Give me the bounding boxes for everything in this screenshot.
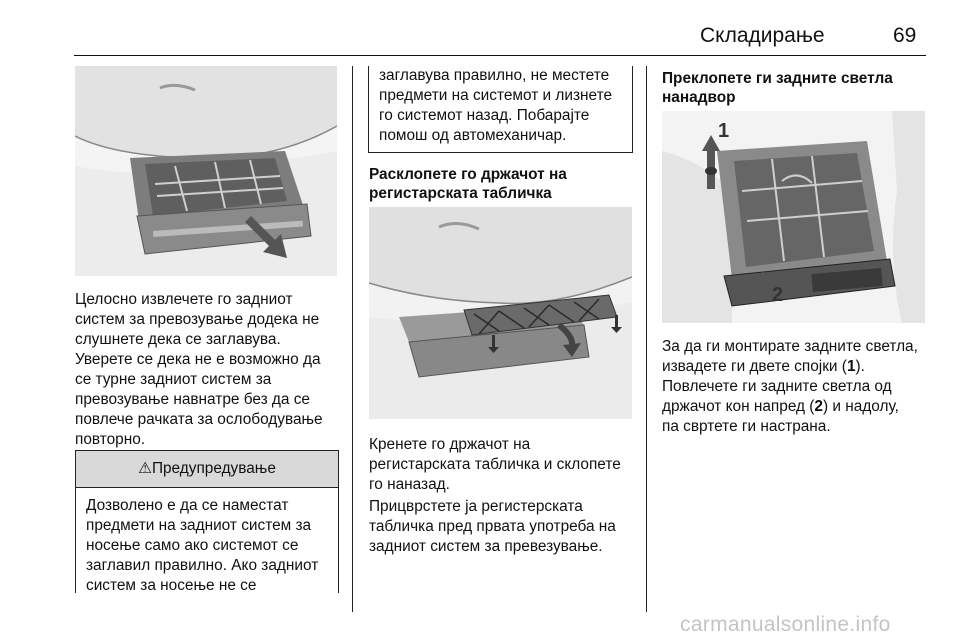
warning-triangle-icon: ⚠: [138, 460, 152, 477]
figure-plate-holder-illustration: [369, 207, 632, 419]
figure-label-1: 1: [718, 120, 730, 142]
ref-number-1: 1: [846, 358, 856, 375]
warning-header: [76, 451, 338, 488]
col3-text-a: За да ги монтирате задните светла, извадете ги двете спојки (: [662, 338, 918, 375]
section-heading-tail-lights: Преклопете ги задните светла нанадвор: [662, 70, 893, 106]
col3-paragraph: [662, 337, 918, 437]
figure-label-2: 2: [772, 284, 784, 306]
header-rule: [74, 55, 926, 56]
warning-text: Дозволено е да се наместат предмети на задниот систем за носење само ако системот се заглавил правилно. Ако задниот систем за носење не се: [86, 497, 319, 594]
col2-paragraph-2: Прицврстете ја регистерската табличка пред првата употреба на задниот систем за превезување.: [369, 498, 616, 555]
col2-paragraph-1: Кренете го држачот на регистарската табличка и склопете го наназад.: [369, 436, 621, 493]
watermark: carmanualsonline.info: [680, 613, 891, 636]
page-number: 69: [893, 24, 917, 47]
column-divider-2: [646, 66, 647, 612]
figure-plate-holder: [369, 207, 632, 419]
figure-tail-lights-illustration: [662, 111, 925, 323]
warning-box: [75, 450, 339, 593]
col1-paragraph-1: Целосно извлечете го задниот систем за превозување додека не слушнете дека се заглавува.: [75, 291, 320, 348]
col1-paragraph-2: Уверете се дека не е возможно да се турне задниот систем за превозување навнатре без да се повлече рачката за ослободување повторно.: [75, 351, 323, 448]
figure-carrier-drawer-illustration: [75, 66, 337, 276]
warning-title: Предупредување: [151, 460, 276, 477]
section-heading-plate-holder: Расклопете го држачот на регистарската табличка: [369, 166, 567, 202]
warning-text-continued: заглавува правилно, не местете предмети на системот и лизнете го системот назад. Побарајте помош од автомеханичар.: [379, 67, 613, 144]
page-header-title: Складирање: [700, 24, 825, 47]
figure-carrier-drawer: [75, 66, 337, 276]
col3-text-c: ) и надолу, па свртете ги настрана.: [662, 398, 899, 435]
ref-number-2: 2: [814, 398, 823, 415]
column-divider-1: [352, 66, 353, 612]
figure-tail-lights: [662, 111, 925, 323]
warning-box-continued: [368, 66, 633, 153]
col3-text-b: ). Повлечете ги задните светла од држачот кон напред (: [662, 358, 892, 415]
